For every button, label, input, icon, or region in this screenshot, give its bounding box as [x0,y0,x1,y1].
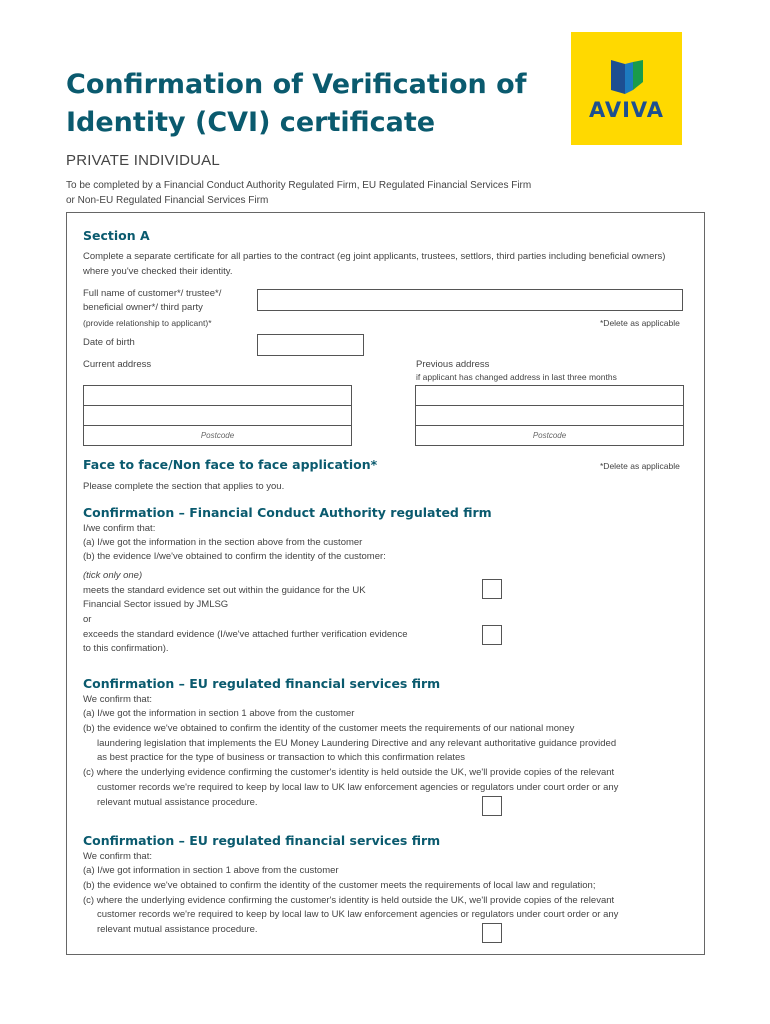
eu2-line-3: (b) the evidence we've obtained to confirm the identity of the customer meets the requirements of local law and regulation; [83,880,596,891]
eu1-line-2: (a) I/we got the information in section 1 above from the customer [83,708,355,719]
fca-line-3: (b) the evidence I/we've obtained to confirm the identity of the customer: [83,551,386,562]
section-a-description: Complete a separate certificate for all parties to the contract (eg joint applicants, trustees, settlors, third parties including beneficial owners) where you've checked their identity. [83,251,666,277]
eu2-line-4: (c) where the underlying evidence confirming the customer's identity is held outside the UK, we'll provide copies of the relevant [83,895,615,906]
fca-heading: Confirmation – Financial Conduct Authority regulated firm [83,505,492,520]
fca-tick-note: (tick only one) [83,570,143,581]
eu1-line-6: (c) where the underlying evidence confirming the customer's identity is held outside the UK, we'll provide copies of the relevant [83,767,615,778]
full-name-label-2: beneficial owner*/ third party [83,302,203,313]
fca-line-1: I/we confirm that: [83,523,156,534]
aviva-logo-text: AVIVA [589,98,664,122]
eu1-line-7: customer records we're required to keep by local law to UK law enforcement agencies or regulators under court order or any [97,782,619,793]
current-address-label: Current address [83,359,152,370]
delete-note-face: *Delete as applicable [600,461,680,471]
eu2-heading: Confirmation – EU regulated financial services firm [83,833,441,848]
eu1-checkbox[interactable] [482,796,502,816]
section-a-heading: Section A [83,228,150,243]
page-subtitle: PRIVATE INDIVIDUAL [66,152,220,169]
fca-option-2-line-2: to this confirmation). [83,643,169,654]
eu1-heading: Confirmation – EU regulated financial services firm [83,676,441,691]
eu1-line-1: We confirm that: [83,694,152,705]
face-to-face-heading: Face to face/Non face to face application* [83,457,378,472]
eu1-line-5: as best practice for the type of business or transaction to which this confirmation relates [97,752,466,763]
fca-option-1-checkbox[interactable] [482,579,502,599]
aviva-logo-icon [611,60,643,94]
fca-option-2-line-1: exceeds the standard evidence (I/we've attached further verification evidence [83,629,408,640]
full-name-input[interactable] [257,289,683,311]
page-title: Confirmation of Verification of Identity (CVI) certificate [66,69,527,138]
previous-address-line-1[interactable] [415,385,684,406]
fca-option-1-line-2: Financial Sector issued by JMLSG [83,599,229,610]
intro-text: To be completed by a Financial Conduct Authority Regulated Firm, EU Regulated Financial Services Firm or Non-EU Regulated Financial Services Firm [66,180,532,206]
full-name-label-1: Full name of customer*/ trustee*/ [83,288,222,299]
current-postcode-input[interactable]: Postcode [83,425,352,446]
current-address-line-1[interactable] [83,385,352,406]
eu2-line-1: We confirm that: [83,851,152,862]
eu1-line-8: relevant mutual assistance procedure. [97,797,258,808]
dob-input[interactable] [257,334,364,356]
aviva-logo [571,32,682,145]
fca-line-2: (a) I/we got the information in the section above from the customer [83,537,363,548]
dob-label: Date of birth [83,337,135,348]
previous-address-line-2[interactable] [415,405,684,426]
eu2-checkbox[interactable] [482,923,502,943]
previous-address-label: Previous address [416,359,490,370]
current-address-line-2[interactable] [83,405,352,426]
eu1-line-3: (b) the evidence we've obtained to confirm the identity of the customer meets the requirements of our national money [83,723,575,734]
fca-or: or [83,614,92,625]
full-name-note: (provide relationship to applicant)* [83,318,212,328]
fca-option-2-checkbox[interactable] [482,625,502,645]
eu1-line-4: laundering legislation that implements the EU Money Laundering Directive and any relevant authoritative guidance provided [97,738,617,749]
eu2-line-2: (a) I/we got information in section 1 above from the customer [83,865,339,876]
fca-option-1-line-1: meets the standard evidence set out within the guidance for the UK [83,585,366,596]
previous-address-note: if applicant has changed address in last three months [416,372,617,382]
previous-postcode-input[interactable]: Postcode [415,425,684,446]
face-to-face-instruction: Please complete the section that applies to you. [83,481,285,492]
eu2-line-5: customer records we're required to keep by local law to UK law enforcement agencies or regulators under court order or any [97,909,619,920]
delete-note-a: *Delete as applicable [600,318,680,328]
eu2-line-6: relevant mutual assistance procedure. [97,924,258,935]
